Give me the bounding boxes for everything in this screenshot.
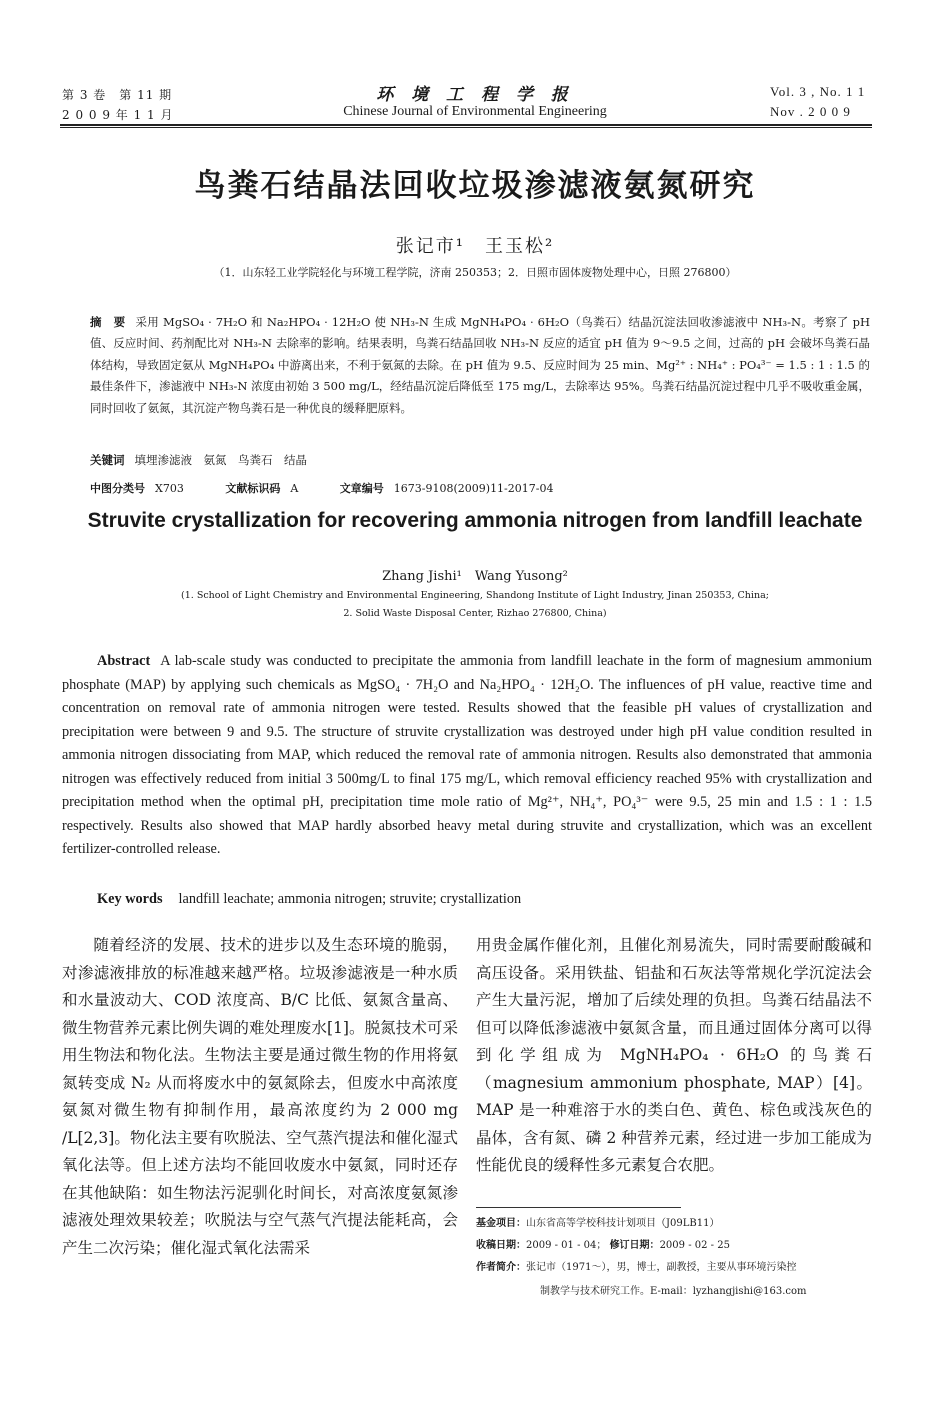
abstract-cn-text: 采用 MgSO₄ · 7H₂O 和 Na₂HPO₄ · 12H₂O 使 NH₃-N 生成 MgNH₄PO₄ · 6H₂O（鸟粪石）结晶沉淀法回收渗滤液中 NH₃-N。考察了 pH 值、反应时间、药剂配比对 NH₃-N 去除率的影响。结果表明，鸟粪石结晶回收 NH₃-N 反应的适宜 pH 值为 9～9.5 之间，过高的 pH 会破坏鸟粪石晶体结构，导致固定氨从 MgNH₄PO₄ 中游离出来，不利于氨氮的去除。在 pH 值为 9.5、反应时间为 25 min、Mg²⁺ : NH₄⁺ : PO₄³⁻ = 1.5 : 1 : 1.5 的最佳条件下，渗滤液中 NH₃-N 浓度由初始 3 500 mg/L，经结晶沉淀后降低至 175 mg/L，去除率达 95%。鸟粪石结晶沉淀过程中几乎不吸收重金属，同时回收了氨氮，其沉淀产物鸟粪石是一种优良的缓释肥原料。 <box>90 315 870 415</box>
body-column-right <box>476 932 872 1180</box>
doc-code-value: A <box>290 482 299 495</box>
affiliation-en-2: 2. Solid Waste Disposal Center, Rizhao 276800, China) <box>343 608 607 619</box>
footnote-rule <box>476 1207 681 1208</box>
date-en: Nov . 2 0 0 9 <box>770 104 851 119</box>
footnote-author <box>476 1258 876 1277</box>
article-no-value: 1673-9108(2009)11-2017-04 <box>393 482 554 495</box>
authors-en: Zhang Jishi¹ Wang Yusong² <box>382 569 568 584</box>
fund-text: 山东省高等学校科技计划项目（J09LB11） <box>526 1218 720 1229</box>
keywords-en-text: landfill leachate; ammonia nitrogen; struvite; crystallization <box>178 891 522 907</box>
fund-label: 基金项目： <box>476 1218 526 1229</box>
journal-title-cn: 环 境 工 程 学 报 <box>376 85 574 105</box>
revised-date: 2009 - 02 - 25 <box>659 1240 730 1251</box>
body-left-text: 随着经济的发展、技术的进步以及生态环境的脆弱，对渗滤液排放的标准越来越严格。垃圾渗滤液是一种水质和水量波动大、COD 浓度高、B/C 比低、氨氮含量高、微生物营养元素比例失调的难处理废水[1]。脱氮技术可采用生物法和物化法。生物法主要是通过微生物的作用将氨氮转变成 N₂ 从而将废水中的氨氮除去，但废水中高浓度氨氮对微生物有抑制作用，最高浓度约为 2 000 mg /L[2,3]。物化法主要有吹脱法、空气蒸汽提法和催化湿式氧化法等。但上述方法均不能回收废水中氨氮，同时还存在其他缺陷：如生物法污泥驯化时间长，对高浓度氨氮渗滤液处理效果较差；吹脱法与空气蒸气汽提法能耗高，会产生二次污染；催化湿式氧化法需采 <box>62 936 458 1257</box>
keywords-en <box>62 888 872 912</box>
received-label: 收稿日期： <box>476 1240 526 1251</box>
volume-issue-en: Vol. 3 , No. 1 1 <box>770 84 866 99</box>
author-bio-label: 作者简介： <box>476 1262 526 1273</box>
author-bio-text: 张记市（1971～），男，博士，副教授，主要从事环境污染控 <box>526 1262 797 1273</box>
received-date: 2009 - 01 - 04； <box>526 1240 607 1251</box>
classification-line <box>90 478 870 499</box>
keywords-cn-text: 填埋渗滤液 氨氮 鸟粪石 结晶 <box>134 453 307 467</box>
revised-label: 修订日期： <box>609 1240 660 1251</box>
volume-issue-cn: 第 3 卷 第 11 期 <box>62 88 173 102</box>
header-rule-thick <box>60 124 872 126</box>
keywords-cn-label: 关键词 <box>90 453 125 467</box>
keywords-en-label: Key words <box>97 891 163 907</box>
paper-title-cn: 鸟粪石结晶法回收垃圾渗滤液氨氮研究 <box>194 168 756 204</box>
date-cn: 2 0 0 9 年 1 1 月 <box>62 108 174 122</box>
affiliation-en-1: (1. School of Light Chemistry and Environmental Engineering, Shandong Institute of Light Industry, Jinan 250353, China; <box>181 590 769 601</box>
keywords-cn <box>90 450 870 471</box>
header-rule-thin <box>60 127 872 128</box>
footnote-dates <box>476 1236 876 1255</box>
abstract-en-label: Abstract <box>97 653 151 669</box>
clc-label: 中图分类号 <box>90 482 145 495</box>
journal-title-en: Chinese Journal of Environmental Engineering <box>343 104 607 119</box>
abstract-cn <box>90 312 870 419</box>
footnote-author-cont: 制教学与技术研究工作。E-mail：lyzhangjishi@163.com <box>540 1286 807 1297</box>
footnote-fund <box>476 1214 876 1233</box>
article-no-label: 文章编号 <box>339 482 384 495</box>
affiliation-cn: （1．山东轻工业学院轻化与环境工程学院，济南 250353；2．日照市固体废物处理中心，日照 276800） <box>213 266 737 279</box>
doc-code-label: 文献标识码 <box>225 482 281 495</box>
authors-cn: 张记市¹ 王玉松² <box>395 236 555 257</box>
clc-value: X703 <box>155 482 184 495</box>
body-right-text: 用贵金属作催化剂，且催化剂易流失，同时需要耐酸碱和高压设备。采用铁盐、铝盐和石灰法等常规化学沉淀法会产生大量污泥，增加了后续处理的负担。鸟粪石结晶法不但可以降低渗滤液中氨氮含量，而且通过固体分离可以得到化学组成为 MgNH₄PO₄ · 6H₂O 的鸟粪石（magnesium ammonium phosphate, MAP）[4]。MAP 是一种难溶于水的类白色、黄色、棕色或浅灰色的晶体，含有氮、磷 2 种营养元素，经过进一步加工能成为性能优良的缓释性多元素复合农肥。 <box>476 936 872 1174</box>
paper-title-en: Struvite crystallization for recovering ammonia nitrogen from landfill leachate <box>87 509 863 532</box>
body-column-left <box>62 932 458 1262</box>
abstract-en <box>62 650 872 862</box>
abstract-en-text: A lab-scale study was conducted to precipitate the ammonia from landfill leachate in the form of magnesium ammonium phosphate (MAP) by applying such chemicals as MgSO₄ · 7H₂O and Na₂HPO₄ · 12H₂O. The influences of pH value, reactive time and concentration on removal rate of ammonia nitrogen were tested. Results showed that the feasible pH values of crystallization and precipitation were between 9 and 9.5. The structure of struvite crystallization was destroyed under high pH value condition resulted in ammonia nitrogen dissociating from MAP, which reduced the removal rate of ammonia nitrogen. Results also demonstrated that ammonia nitrogen was effectively reduced from initial 3 500mg/L to final 175 mg/L, which removal efficiency reached 95% with crystallization and precipitation method when the optimal pH, precipitation time mole ratio of Mg²⁺, NH₄⁺, PO₄³⁻ were 9.5, 25 min and 1.5 : 1 : 1.5 respectively. Results also showed that MAP hardly absorbed heavy metal during struvite and crystallization, which was an excellent fertilizer-controlled release. <box>62 653 872 857</box>
abstract-cn-label: 摘 要 <box>90 315 126 329</box>
